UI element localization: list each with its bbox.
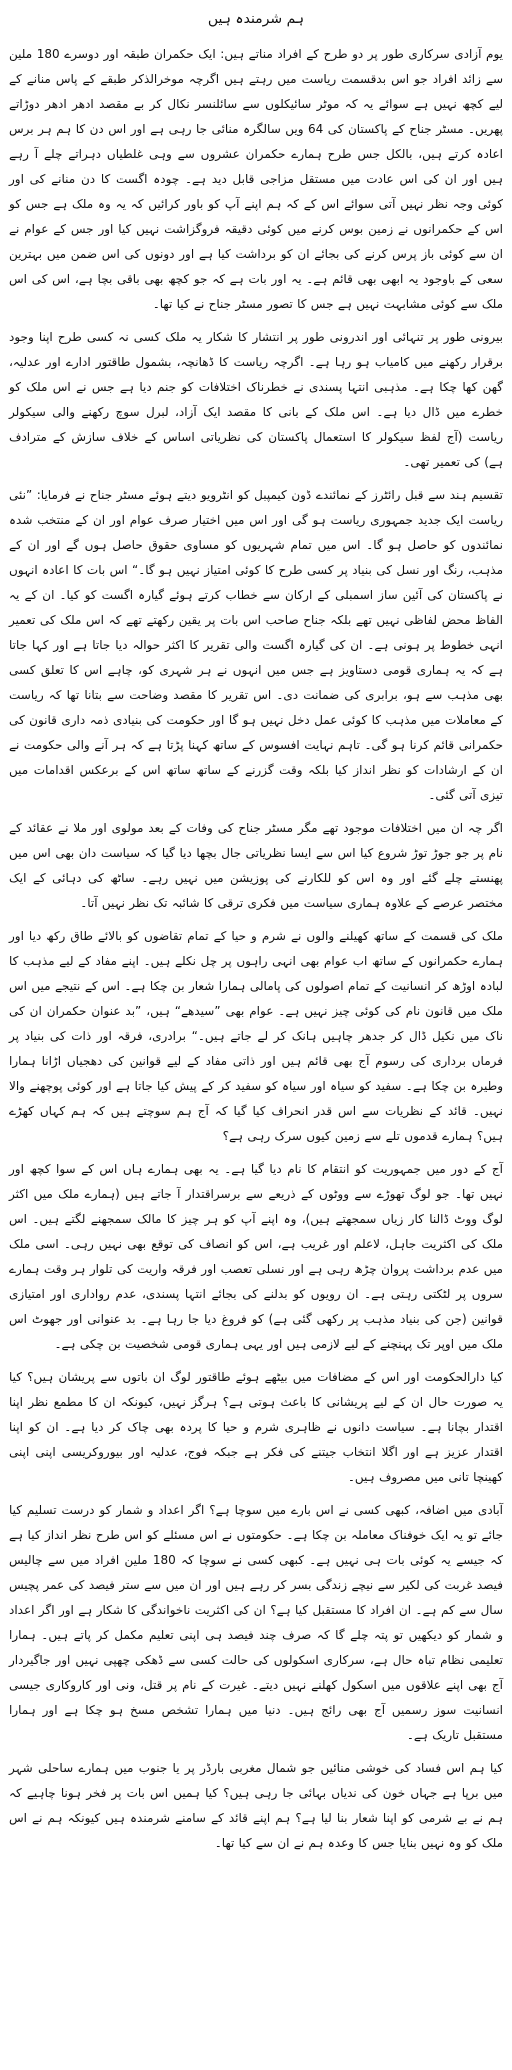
article-paragraph: کیا ہم اس فساد کی خوشی منائیں جو شمال مغربی بارڈر پر یا جنوب میں ہمارے ساحلی شہر میں برپا ہے جہاں خون کی ندیاں بہائی جا رہی ہیں؟ کیا ہمیں اس بات پر فخر ہونا چاہیے کہ ہم نے بے شرمی کو اپنا شعار بنا لیا ہے؟ ہم اپنے قائد کے سامنے شرمندہ ہیں کیونکہ ہم نے اس ملک کو وہ نہیں بنایا جس کا وعدہ ہم نے ان سے کیا تھا۔ [9,1761,503,1850]
article-paragraph: تقسیم ہند سے قبل رائٹرز کے نمائندے ڈون کیمپبل کو انٹرویو دیتے ہوئے مسٹر جناح نے فرمایا: ”نئی ریاست ایک جدید جمہوری ریاست ہو گی اور اس میں اختیار صرف عوام اور ان کے منتخب شدہ نمائندوں کو حاصل ہو گا۔ اس میں تمام شہریوں کو مساوی حقوق حاصل ہوں گے اور ان کے مذہب، رنگ اور نسل کی بنیاد پر کسی طرح کا کوئی امتیاز نہیں ہو گا۔“ اس بات کا اعادہ انہوں نے پاکستان کی آئین ساز اسمبلی کے ارکان سے خطاب کرتے ہوئے گیارہ اگست کو کیا۔ ان کے یہ الفاظ محض لفاظی نہیں تھے بلکہ جناح صاحب اس بات پر یقین رکھتے تھے کہ اس ملک کی تعمیر انہی خطوط پر ہونی ہے۔ ان کی گیارہ اگست والی تقریر کا اکثر حوالہ دیا جاتا ہے اور کہا جاتا ہے کہ یہ ہماری قومی دستاویز ہے جس میں انہوں نے ہر شہری کو، چاہے اس کا تعلق کسی بھی مذہب سے ہو، برابری کی ضمانت دی۔ اس تقریر کا مقصد وضاحت سے بتانا تھا کہ ریاست کے معاملات میں مذہب کا کوئی عمل دخل نہیں ہو گا اور حکومت کی بنیادی ذمہ داری قانون کی حکمرانی قائم کرنا ہو گی۔ تاہم نہایت افسوس کے ساتھ کہنا پڑتا ہے کہ ہر آنے والی حکومت نے ان کے ارشادات کو نظر انداز کیا بلکہ وقت گزرنے کے ساتھ ساتھ اس کے برعکس اقدامات میں تیزی آتی گئی۔ [9,488,503,802]
article-paragraph: ملک کی قسمت کے ساتھ کھیلنے والوں نے شرم و حیا کے تمام تقاضوں کو بالائے طاق رکھ دیا اور ہمارے حکمرانوں کے ساتھ اب عوام بھی انہی راہوں پر چل نکلے ہیں۔ اپنے مفاد کے لیے مذہب کا لبادہ اوڑھ کر انسانیت کے تمام اصولوں کی پامالی ہمارا شعار بن چکا ہے۔ اس کے نتیجے میں اس ملک میں قانون نام کی کوئی چیز نہیں ہے۔ عوام بھی ”سیدھے“ ہیں، ”بد عنوان حکمران ان کی ناک میں نکیل ڈال کر جدھر چاہیں ہانک کر لے جاتے ہیں۔“ برادری، فرقہ اور ذات کی بنیاد پر فرماں برداری کی رسوم آج بھی قائم ہیں اور ذاتی مفاد کے لیے قوانین کی دھجیاں اڑانا ہمارا وطیرہ بن چکا ہے۔ سفید کو سیاہ اور سیاہ کو سفید کر کے پیش کیا جاتا ہے اور کوئی پوچھنے والا نہیں۔ قائد کے نظریات سے اس قدر انحراف کیا گیا کہ آج ہم سوچتے ہیں کہ ہم کہاں کھڑے ہیں؟ ہمارے قدموں تلے سے زمین کیوں سرک رہی ہے؟ [9,929,503,1143]
article-paragraph: اگر چہ ان میں اختلافات موجود تھے مگر مسٹر جناح کی وفات کے بعد مولوی اور ملا نے عقائد کے نام پر جو جوڑ توڑ شروع کیا اس سے ایسا نظریاتی جال بچھا دیا گیا کہ سیاست دان بھی اس میں پھنستے چلے گئے اور وہ اس کو للکارنے کی پوزیشن میں نہیں رہے۔ ساٹھ کی دہائی کے ایک مختصر عرصے کے علاوہ ہماری سیاست میں فکری ترقی کا شائبہ تک نظر نہیں آتا۔ [9,821,503,910]
article-paragraph: آج کے دور میں جمہوریت کو انتقام کا نام دیا گیا ہے۔ یہ بھی ہمارے ہاں اس کے سوا کچھ اور نہیں تھا۔ جو لوگ تھوڑے سے ووٹوں کے ذریعے سے برسراقتدار آ جاتے ہیں (ہمارے ملک میں اکثر لوگ ووٹ ڈالنا کار زیاں سمجھتے ہیں)، وہ اپنے آپ کو ہر چیز کا مالک سمجھنے لگتے ہیں۔ اس ملک کی اکثریت جاہل، لاعلم اور غریب ہے، اس کو انصاف کی توقع بھی نہیں رہی۔ اسی ملک میں عدم برداشت پروان چڑھ رہی ہے اور نسلی تعصب اور فرقہ واریت کی تلوار ہر وقت ہمارے سروں پر لٹکتی رہتی ہے۔ ان رویوں کو بدلنے کی بجائے انتہا پسندی، عدم رواداری اور امتیازی قوانین (جن کی بنیاد مذہب پر رکھی گئی ہے) کو فروغ دیا جا رہا ہے۔ بد عنوانی اور جھوٹ اس ملک میں اوپر تک پہنچنے کے لیے لازمی ہیں اور یہی ہماری قومی شخصیت بن چکی ہے۔ [9,1162,503,1351]
article-paragraph: آبادی میں اضافہ، کبھی کسی نے اس بارے میں سوچا ہے؟ اگر اعداد و شمار کو درست تسلیم کیا جائے تو یہ ایک خوفناک معاملہ بن چکا ہے۔ حکومتوں نے اس مسئلے کو اس طرح نظر انداز کیا ہے کہ جیسے یہ کوئی بات ہی نہیں ہے۔ کبھی کسی نے سوچا کہ 180 ملین افراد میں سے چالیس فیصد غربت کی لکیر سے نیچے زندگی بسر کر رہے ہیں اور ان میں سے ستر فیصد کی عمر پچیس سال سے کم ہے۔ ان افراد کا مستقبل کیا ہے؟ ان کی اکثریت ناخواندگی کا شکار ہے اور اگر اعداد و شمار کو دیکھیں تو پتہ چلے گا کہ صرف چند فیصد ہی اپنی تعلیم مکمل کر پاتے ہیں۔ ہمارا تعلیمی نظام تباہ حال ہے، سرکاری اسکولوں کی حالت کسی سے ڈھکی چھپی نہیں اور جاگیردار آج بھی اپنے علاقوں میں اسکول کھلنے نہیں دیتے۔ غیرت کے نام پر قتل، ونی اور کاروکاری جیسی انسانیت سوز رسمیں آج بھی رائج ہیں۔ دنیا میں ہمارا تشخص مسخ ہو چکا ہے اور ہمارا مستقبل تاریک ہے۔ [9,1503,503,1742]
article-paragraph: بیرونی طور پر تنہائی اور اندرونی طور پر انتشار کا شکار یہ ملک کسی نہ کسی طرح اپنا وجود برقرار رکھنے میں کامیاب ہو رہا ہے۔ اگرچہ ریاست کا ڈھانچہ، بشمول طاقتور ادارے اور عدلیہ، گھن کھا چکا ہے۔ مذہبی انتہا پسندی نے خطرناک اختلافات کو جنم دیا ہے جس نے اس ملک کو خطرے میں ڈال دیا ہے۔ اس ملک کے بانی کا مقصد ایک آزاد، لبرل سوچ رکھنے والی سیکولر ریاست (آج لفظ سیکولر کا استعمال پاکستان کی نظریاتی اساس کے خلاف سازش کے مترادف ہے) کی تعمیر تھی۔ [9,330,503,469]
article-title: ہم شرمندہ ہیں [207,11,305,27]
article-paragraph: کیا دارالحکومت اور اس کے مضافات میں بیٹھے ہوئے طاقتور لوگ ان باتوں سے پریشان ہیں؟ کیا یہ صورت حال ان کے لیے پریشانی کا باعث ہوتی ہے؟ ہرگز نہیں، کیونکہ ان کا مطمع نظر اپنا اقتدار بچانا ہے۔ سیاست دانوں نے ظاہری شرم و حیا کا پردہ بھی چاک کر دیا ہے۔ ان کو اپنا اقتدار عزیز ہے اور اگلا انتخاب جیتنے کی فکر ہے جبکہ فوج، عدلیہ اور بیوروکریسی اپنی اپنی کھینچا تانی میں مصروف ہیں۔ [9,1370,503,1484]
article-body [9,42,503,1856]
article-paragraph: یوم آزادی سرکاری طور پر دو طرح کے افراد مناتے ہیں: ایک حکمران طبقہ اور دوسرے 180 ملین سے زائد افراد جو اس بدقسمت ریاست میں رہتے ہیں اگرچہ موخرالذکر طبقے کے پاس منانے کے لیے کچھ نہیں ہے سوائے یہ کہ موٹر سائیکلوں سے سائلنسر نکال کر بے مقصد ادھر ادھر دوڑاتے پھریں۔ مسٹر جناح کے پاکستان کی 64 ویں سالگرہ منائی جا رہی ہے اور اس دن کا ہم ہر برس اعادہ کرتے ہیں، بالکل جس طرح ہمارے حکمران عشروں سے وہی غلطیاں دہراتے چلے آ رہے ہیں اور ان کی اس عادت میں مستقل مزاجی قابل دید ہے۔ چودہ اگست کا دن منانے کی اور کوئی وجہ نظر نہیں آتی سوائے اس کے کہ ہم اپنے آپ کو باور کرائیں کہ یہ وہ ملک ہے جس کو اس کے حکمرانوں نے زمین بوس کرنے میں کوئی دقیقہ فروگزاشت نہیں کیا اور جس کے عوام نے ان سے کوئی باز پرس کرنے کی بجائے ان کو برداشت کیا ہے اور دونوں کی اس ضمن میں بہترین سعی کے باوجود یہ ابھی بھی قائم ہے۔ یہ اور بات ہے کہ جو کچھ بھی باقی بچا ہے، اس کی اس ملک سے کوئی مشابہت نہیں ہے جس کا تصور مسٹر جناح نے کیا تھا۔ [9,47,503,311]
